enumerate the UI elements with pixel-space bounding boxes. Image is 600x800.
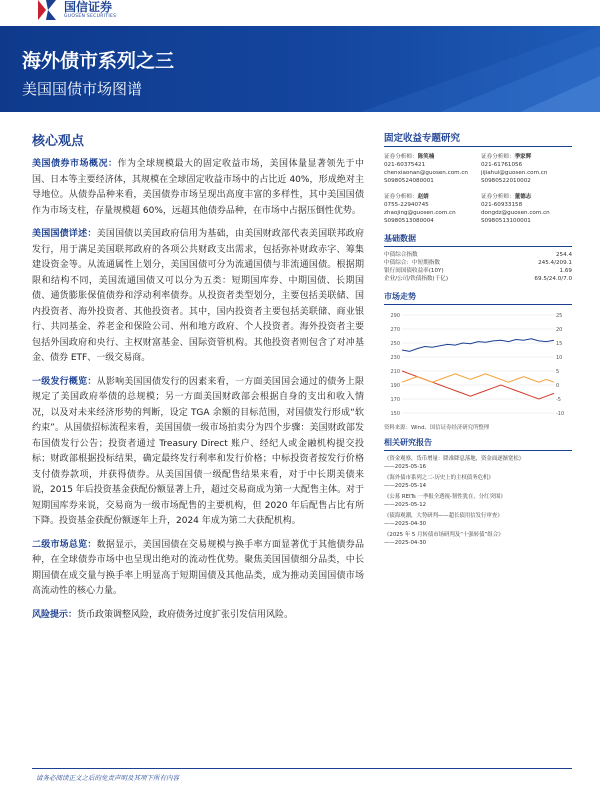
y-left-tick-label: 270	[390, 327, 400, 333]
basic-data-row: 企业/公司/铁债指数(千亿) 69.5/24.0/7.0	[384, 276, 572, 282]
core-views-heading: 核心观点	[32, 134, 85, 149]
series-line	[402, 339, 554, 352]
y-left-tick-label: 150	[390, 411, 400, 417]
basic-data-row: 中债综合指数 254.4	[384, 252, 572, 258]
logo-mark-icon	[36, 0, 58, 20]
y-left-tick-label: 290	[390, 313, 400, 319]
related-report-item[interactable]: 《海外债市系列之二-历史上的主权债务危机》 ——2025-05-14	[384, 475, 494, 489]
related-report-item[interactable]: 《资金观察，货币增量：降准降息落地，资金面逐渐宽松》 ——2025-05-16	[384, 456, 525, 470]
analyst-email[interactable]: dongdz@guosen.com.cn	[481, 210, 550, 216]
logo-en-text: GUOSEN SECURITIES	[64, 14, 117, 19]
y-right-tick-label: 5	[556, 369, 560, 375]
basic-data-table	[384, 251, 572, 283]
related-research-heading: 相关研究报告	[384, 437, 572, 451]
analyst-card: 证券分析师：赵婧 0755-22940745 zhaojing@guosen.com.cn S0980513080004	[384, 193, 475, 225]
paragraph-primary-issuance: 一级发行概览：从影响美国国债发行的因素来看，一方面美国国会通过的债务上限规定了美国政府举债的总规模；另一方面美国财政部会根据自身的支出和收入情况，以及对未来经济形势的判断，设定 TGA 余额的目标范围，对国债发行形成“软约束”。从国债招标流程来看，美国国债一级市场拍卖分为四个步骤：美国财政部发布国债发行公告；投资者通过 Treasury Direct 账户、经纪人或金融机构提交投标；财政部根据投标结果，确定最终发行利率和发行价格；中标投资者按发行价格支付债券款项，并获得债券。从美国国债一级配售结果来看，对于中长期美债来说，2015 年后投资基金获配份额显著上升，超过交易商成为第一大配售主体。对于短期国库券来说，交易商为一级市场配售的主要机构，但 2020 年后配售占比有所下降。投资基金获配份额逐年上升，2024 年成为第二大获配机构。	[32, 376, 364, 526]
basic-data-row: 银行间国债收益率(10Y) 1.69	[384, 268, 572, 274]
related-report-item[interactable]: 《公募 REITs 一季报全透视-韧性犹在，分红突围》 ——2025-05-12	[384, 494, 506, 508]
disclaimer-footer: 请务必阅读正文之后的免责声明及其项下所有内容	[36, 774, 179, 782]
y-right-tick-label: 0	[556, 383, 560, 389]
paragraph-market-overview: 美国债券市场概况：作为全球规模最大的固定收益市场，美国体量显著领先于中国、日本等主要经济体，其规模在全球固定收益市场中的占比近 40%，形成绝对主导地位。从债券品种来看，美国债券市场呈现出高度丰富的多样性，其中美国国债作为市场支柱，存量规模超 60%，远超其他债券品种，在市场中占据压倒性优势。	[32, 159, 364, 216]
chart-source: 资料来源：Wind、国信证券经济研究所整理	[384, 425, 490, 431]
y-right-tick-label: 10	[556, 355, 563, 361]
y-right-tick-label: 25	[556, 313, 563, 319]
paragraph-risk-warning: 风险提示：货币政策调整风险，政府债务过度扩张引发信用风险。	[32, 609, 294, 620]
y-left-tick-label: 230	[390, 355, 400, 361]
footer-divider	[32, 768, 572, 769]
y-right-tick-label: -5	[556, 397, 561, 403]
report-title: 美国国债市场图谱	[22, 80, 143, 98]
analyst-card: 证券分析师：陈笑楠 021-60375421 chenxiaonan@guosen.com.cn S0980524080001	[384, 153, 475, 185]
report-type-heading: 固定收益专题研究	[384, 130, 572, 147]
top-bar	[0, 0, 600, 26]
y-right-tick-label: -10	[556, 411, 565, 417]
logo-cn-text: 国信证券	[64, 0, 113, 14]
title-banner	[0, 26, 600, 112]
core-views-section	[32, 130, 364, 631]
related-report-item[interactable]: 《债海观潮，大势研判——超长债用信发行审查》 ——2025-04-30	[384, 513, 503, 527]
paragraph-treasury-detail: 美国国债详述：美国国债以美国政府信用为基础，由美国财政部代表美国联邦政府发行，用于满足美国联邦政府的各项公共财政支出需求，包括弥补财政赤字、筹集建设资金等。从流通属性上划分，美国国债可分为流通国债与非流通国债。根据期限和结构不同，美国流通国债又可以分为五类：短期国库券、中期国债、长期国债、通货膨胀保值债券和浮动利率债券。从投资者类型划分，主要包括美联储、国内投资者、海外投资者、其他投资者。其中，国内投资者主要包括美联储、商业银行、共同基金、养老金和保险公司、州和地方政府、个人投资者。海外投资者主要包括外国政府和央行、主权财富基金、国际资管机构。其他投资者则包含了对冲基金、债券 ETF、一级交易商。	[32, 229, 364, 363]
report-series-title: 海外债市系列之三	[22, 50, 175, 72]
paragraph-secondary-market: 二级市场总览：数据显示，美国国债在交易规模与换手率方面显著优于其他债券品种，在全球债券市场中也呈现出绝对的流动性优势。聚焦美国国债细分品类，中长期国债在成交量与换手率上明显高于短期国债及其他品类，成为推动美国国债市场高流动性的核心力量。	[32, 539, 364, 596]
y-right-tick-label: 20	[556, 327, 563, 333]
analyst-email[interactable]: jijiahui@guosen.com.cn	[481, 170, 548, 176]
market-trend-chart	[384, 309, 572, 421]
basic-data-row: 中债综合：中短期指数 245.4/209.1	[384, 260, 572, 266]
market-trend-heading: 市场走势	[384, 291, 572, 305]
basic-data-heading: 基础数据	[384, 233, 572, 247]
banner-decoration	[280, 26, 600, 112]
related-report-item[interactable]: 《2025 年 5 月转债市场研判及“十强转债”组合》 ——2025-04-30	[384, 532, 504, 546]
company-logo	[36, 0, 116, 20]
related-research-list	[384, 455, 572, 547]
y-left-tick-label: 170	[390, 397, 400, 403]
analyst-card: 证券分析师：董德志 021-60933158 dongdz@guosen.com.cn S0980513100001	[481, 193, 572, 225]
y-left-tick-label: 250	[390, 341, 400, 347]
y-left-tick-label: 190	[390, 383, 400, 389]
analyst-email[interactable]: zhaojing@guosen.com.cn	[384, 210, 456, 216]
analyst-email[interactable]: chenxiaonan@guosen.com.cn	[384, 170, 468, 176]
analyst-list	[384, 153, 572, 225]
market-trend-svg	[384, 309, 572, 421]
y-right-tick-label: 15	[556, 341, 563, 347]
sidebar	[384, 130, 572, 550]
series-line	[402, 374, 554, 382]
analyst-card: 证券分析师：季家辉 021-61761056 jijiahui@guosen.com.cn S0980522010002	[481, 153, 572, 185]
y-left-tick-label: 210	[390, 369, 400, 375]
